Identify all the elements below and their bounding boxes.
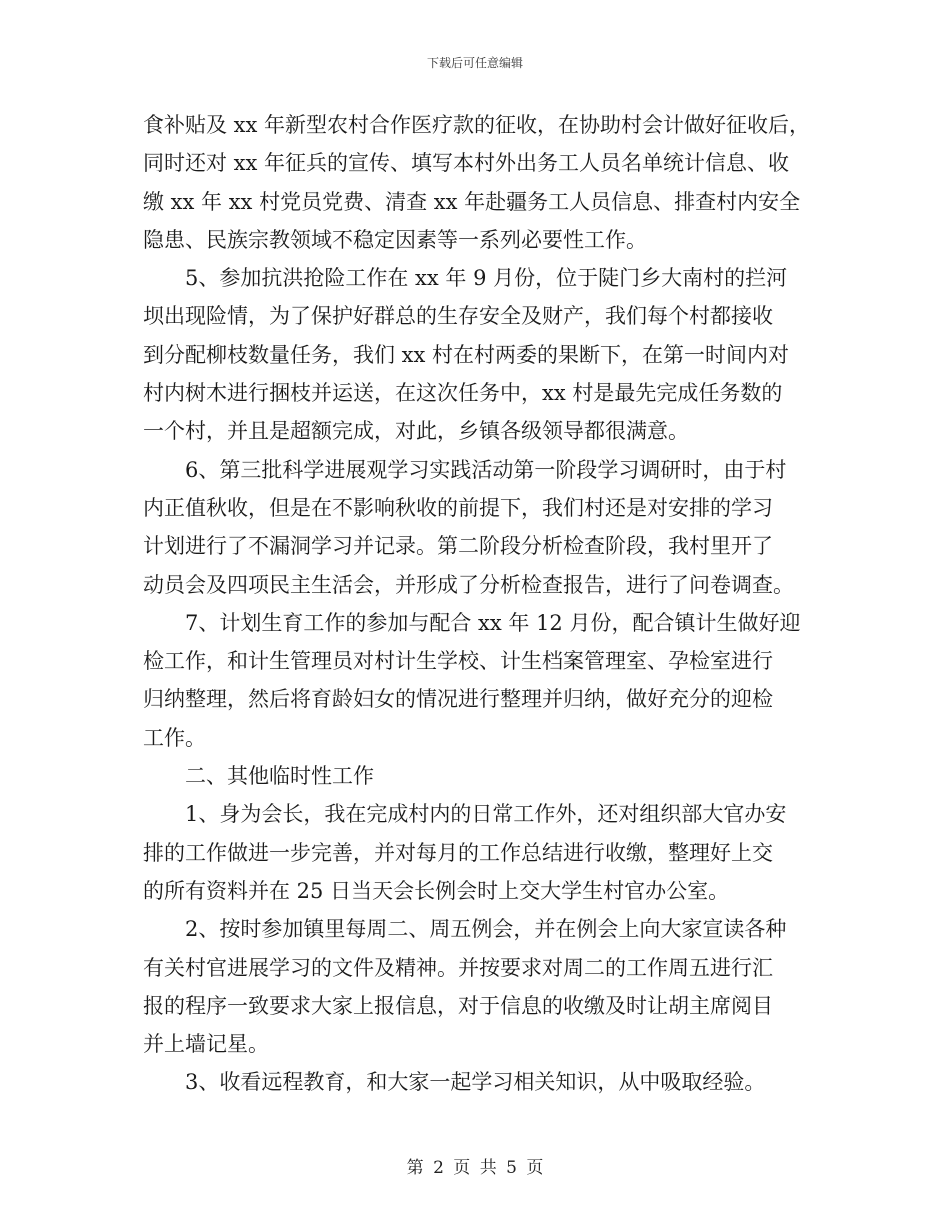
text-line: 村内树木进行捆枝并运送，在这次任务中，xx 村是最先完成任务数的 bbox=[143, 381, 783, 406]
text-line: 隐患、民族宗教领域不稳定因素等一系列必要性工作。 bbox=[143, 227, 647, 252]
text-line: 工作。 bbox=[143, 725, 206, 750]
text-line: 的所有资料并在 25 日当天会长例会时上交大学生村官办公室。 bbox=[143, 878, 730, 903]
document-body bbox=[143, 106, 811, 1102]
text-line: 2、按时参加镇里每周二、周五例会，并在例会上向大家宣读各种 bbox=[185, 917, 787, 942]
text-line: 有关村官进展学习的文件及精神。并按要求对周二的工作周五进行汇 bbox=[143, 955, 773, 980]
text-line: 1、身为会长，我在完成村内的日常工作外，还对组织部大官办安 bbox=[185, 802, 787, 827]
text-line: 报的程序一致要求大家上报信息，对于信息的收缴及时让胡主席阅目 bbox=[143, 993, 773, 1018]
page-header-note: 下载后可任意编辑 bbox=[426, 56, 523, 70]
text-line: 坝出现险情，为了保护好群总的生存安全及财产，我们每个村都接收 bbox=[143, 304, 773, 329]
text-line: 计划进行了不漏洞学习并记录。第二阶段分析检查阶段，我村里开了 bbox=[143, 534, 773, 559]
text-line: 一个村，并且是超额完成，对此，乡镇各级领导都很满意。 bbox=[143, 419, 689, 444]
page-number-footer: 第 2 页 共 5 页 bbox=[406, 1158, 544, 1178]
text-line: 缴 xx 年 xx 村党员党费、清查 xx 年赴疆务工人员信息、排查村内安全 bbox=[143, 189, 801, 214]
text-line: 食补贴及 xx 年新型农村合作医疗款的征收，在协助村会计做好征收后， bbox=[143, 113, 811, 137]
text-line: 排的工作做进一步完善，并对每月的工作总结进行收缴，整理好上交 bbox=[143, 840, 773, 865]
text-line: 检工作，和计生管理员对村计生学校、计生档案管理室、孕检室进行 bbox=[143, 649, 773, 674]
text-line: 动员会及四项民主生活会，并形成了分析检查报告，进行了问卷调查。 bbox=[143, 572, 794, 597]
text-line: 并上墙记星。 bbox=[143, 1032, 269, 1057]
text-line: 3、收看远程教育，和大家一起学习相关知识，从中吸取经验。 bbox=[185, 1070, 766, 1095]
text-line: 6、第三批科学进展观学习实践活动第一阶段学习调研时，由于村 bbox=[185, 457, 787, 482]
text-line: 二、其他临时性工作 bbox=[185, 764, 374, 789]
text-line: 同时还对 xx 年征兵的宣传、填写本村外出务工人员名单统计信息、收 bbox=[143, 151, 790, 176]
text-line: 归纳整理，然后将育龄妇女的情况进行整理并归纳，做好充分的迎检 bbox=[143, 687, 773, 712]
text-line: 到分配柳枝数量任务，我们 xx 村在村两委的果断下，在第一时间内对 bbox=[143, 342, 790, 367]
text-line: 7、计划生育工作的参加与配合 xx 年 12 月份，配合镇计生做好迎 bbox=[185, 610, 801, 635]
text-line: 内正值秋收，但是在不影响秋收的前提下，我们村还是对安排的学习 bbox=[143, 495, 773, 520]
text-line: 5、参加抗洪抢险工作在 xx 年 9 月份，位于陡门乡大南村的拦河 bbox=[185, 266, 788, 291]
